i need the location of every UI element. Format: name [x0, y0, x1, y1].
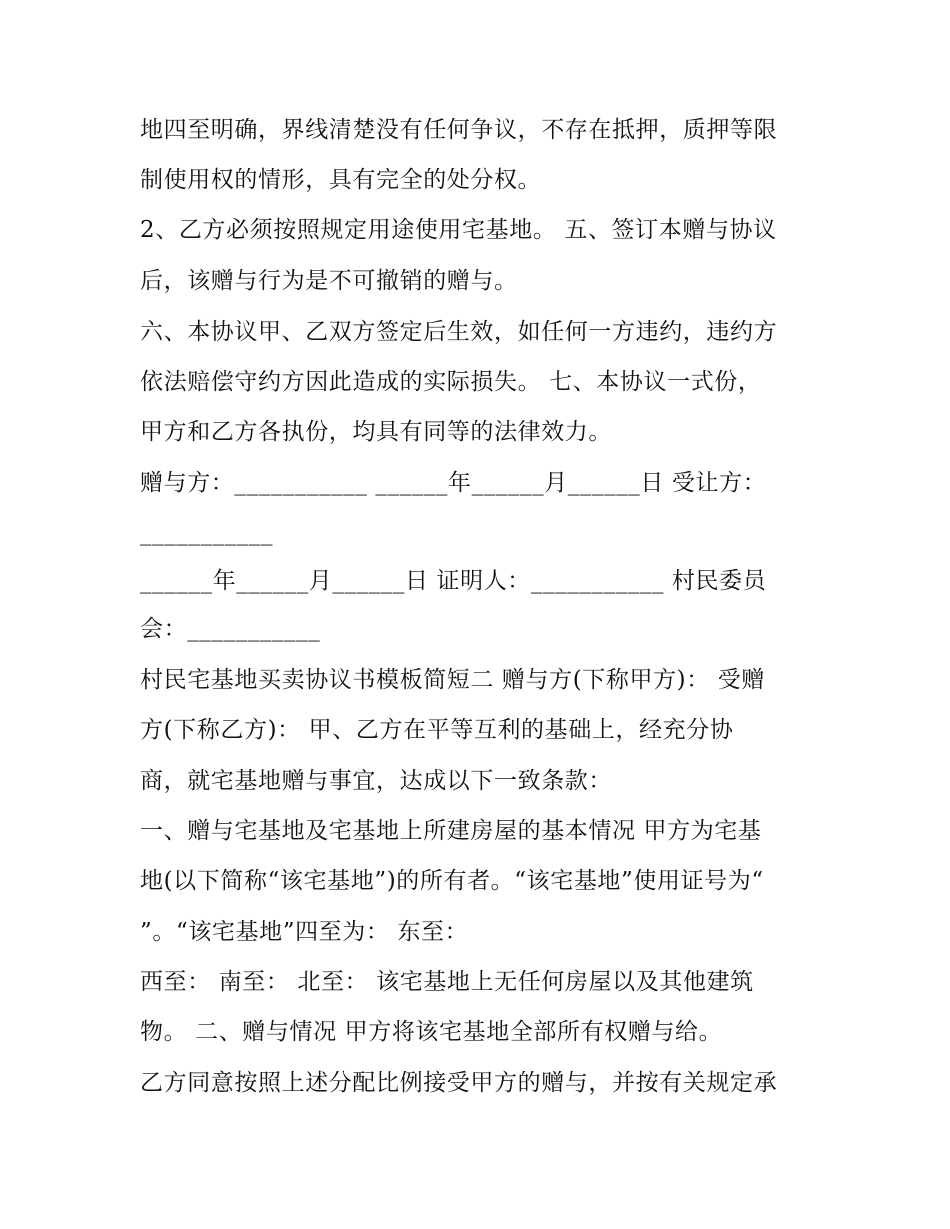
text-line: 2、乙方必须按照规定用途使用宅基地。 五、签订本赠与协议	[140, 217, 777, 243]
text-line: 西至： 南至： 北至： 该宅基地上无任何房屋以及其他建筑	[140, 969, 754, 995]
text-line: 物。 二、赠与情况 甲方将该宅基地全部所有权赠与给。	[140, 1019, 723, 1045]
text-line: 制使用权的情形，具有完全的处分权。	[140, 167, 542, 193]
text-line: 甲方和乙方各执份，均具有同等的法律效力。	[140, 419, 612, 445]
text-line: 地(以下简称“该宅基地”)的所有者。“该宅基地”使用证号为“	[140, 868, 764, 894]
text-line: 一、赠与宅基地及宅基地上所建房屋的基本情况 甲方为宅基	[140, 818, 762, 844]
signature-line-donor: 赠与方：___________ ______年______月______日 受让方：	[140, 470, 767, 496]
text-line: 方(下称乙方)： 甲、乙方在平等互利的基础上，经充分协	[140, 717, 734, 743]
text-line: 后，该赠与行为是不可撤销的赠与。	[140, 268, 518, 294]
text-line: 乙方同意按照上述分配比例接受甲方的赠与，并按有关规定承	[140, 1070, 778, 1096]
signature-line-committee: 会：___________	[140, 616, 321, 642]
text-line: 地四至明确，界线清楚没有任何争议，不存在抵押，质押等限	[140, 117, 778, 143]
text-line: ”。“该宅基地”四至为： 东至：	[140, 919, 469, 945]
section-heading-line: 村民宅基地买卖协议书模板简短二 赠与方(下称甲方)： 受赠	[140, 667, 765, 693]
text-line: 六、本协议甲、乙双方签定后生效，如任何一方违约，违约方	[140, 319, 778, 345]
text-line: 依法赔偿守约方因此造成的实际损失。 七、本协议一式份，	[140, 369, 762, 395]
text-line: 商，就宅基地赠与事宜，达成以下一致条款：	[140, 768, 612, 794]
signature-line-witness: ______年______月______日 证明人：___________ 村民委员	[140, 568, 767, 594]
signature-line-recipient: ___________	[140, 520, 274, 546]
